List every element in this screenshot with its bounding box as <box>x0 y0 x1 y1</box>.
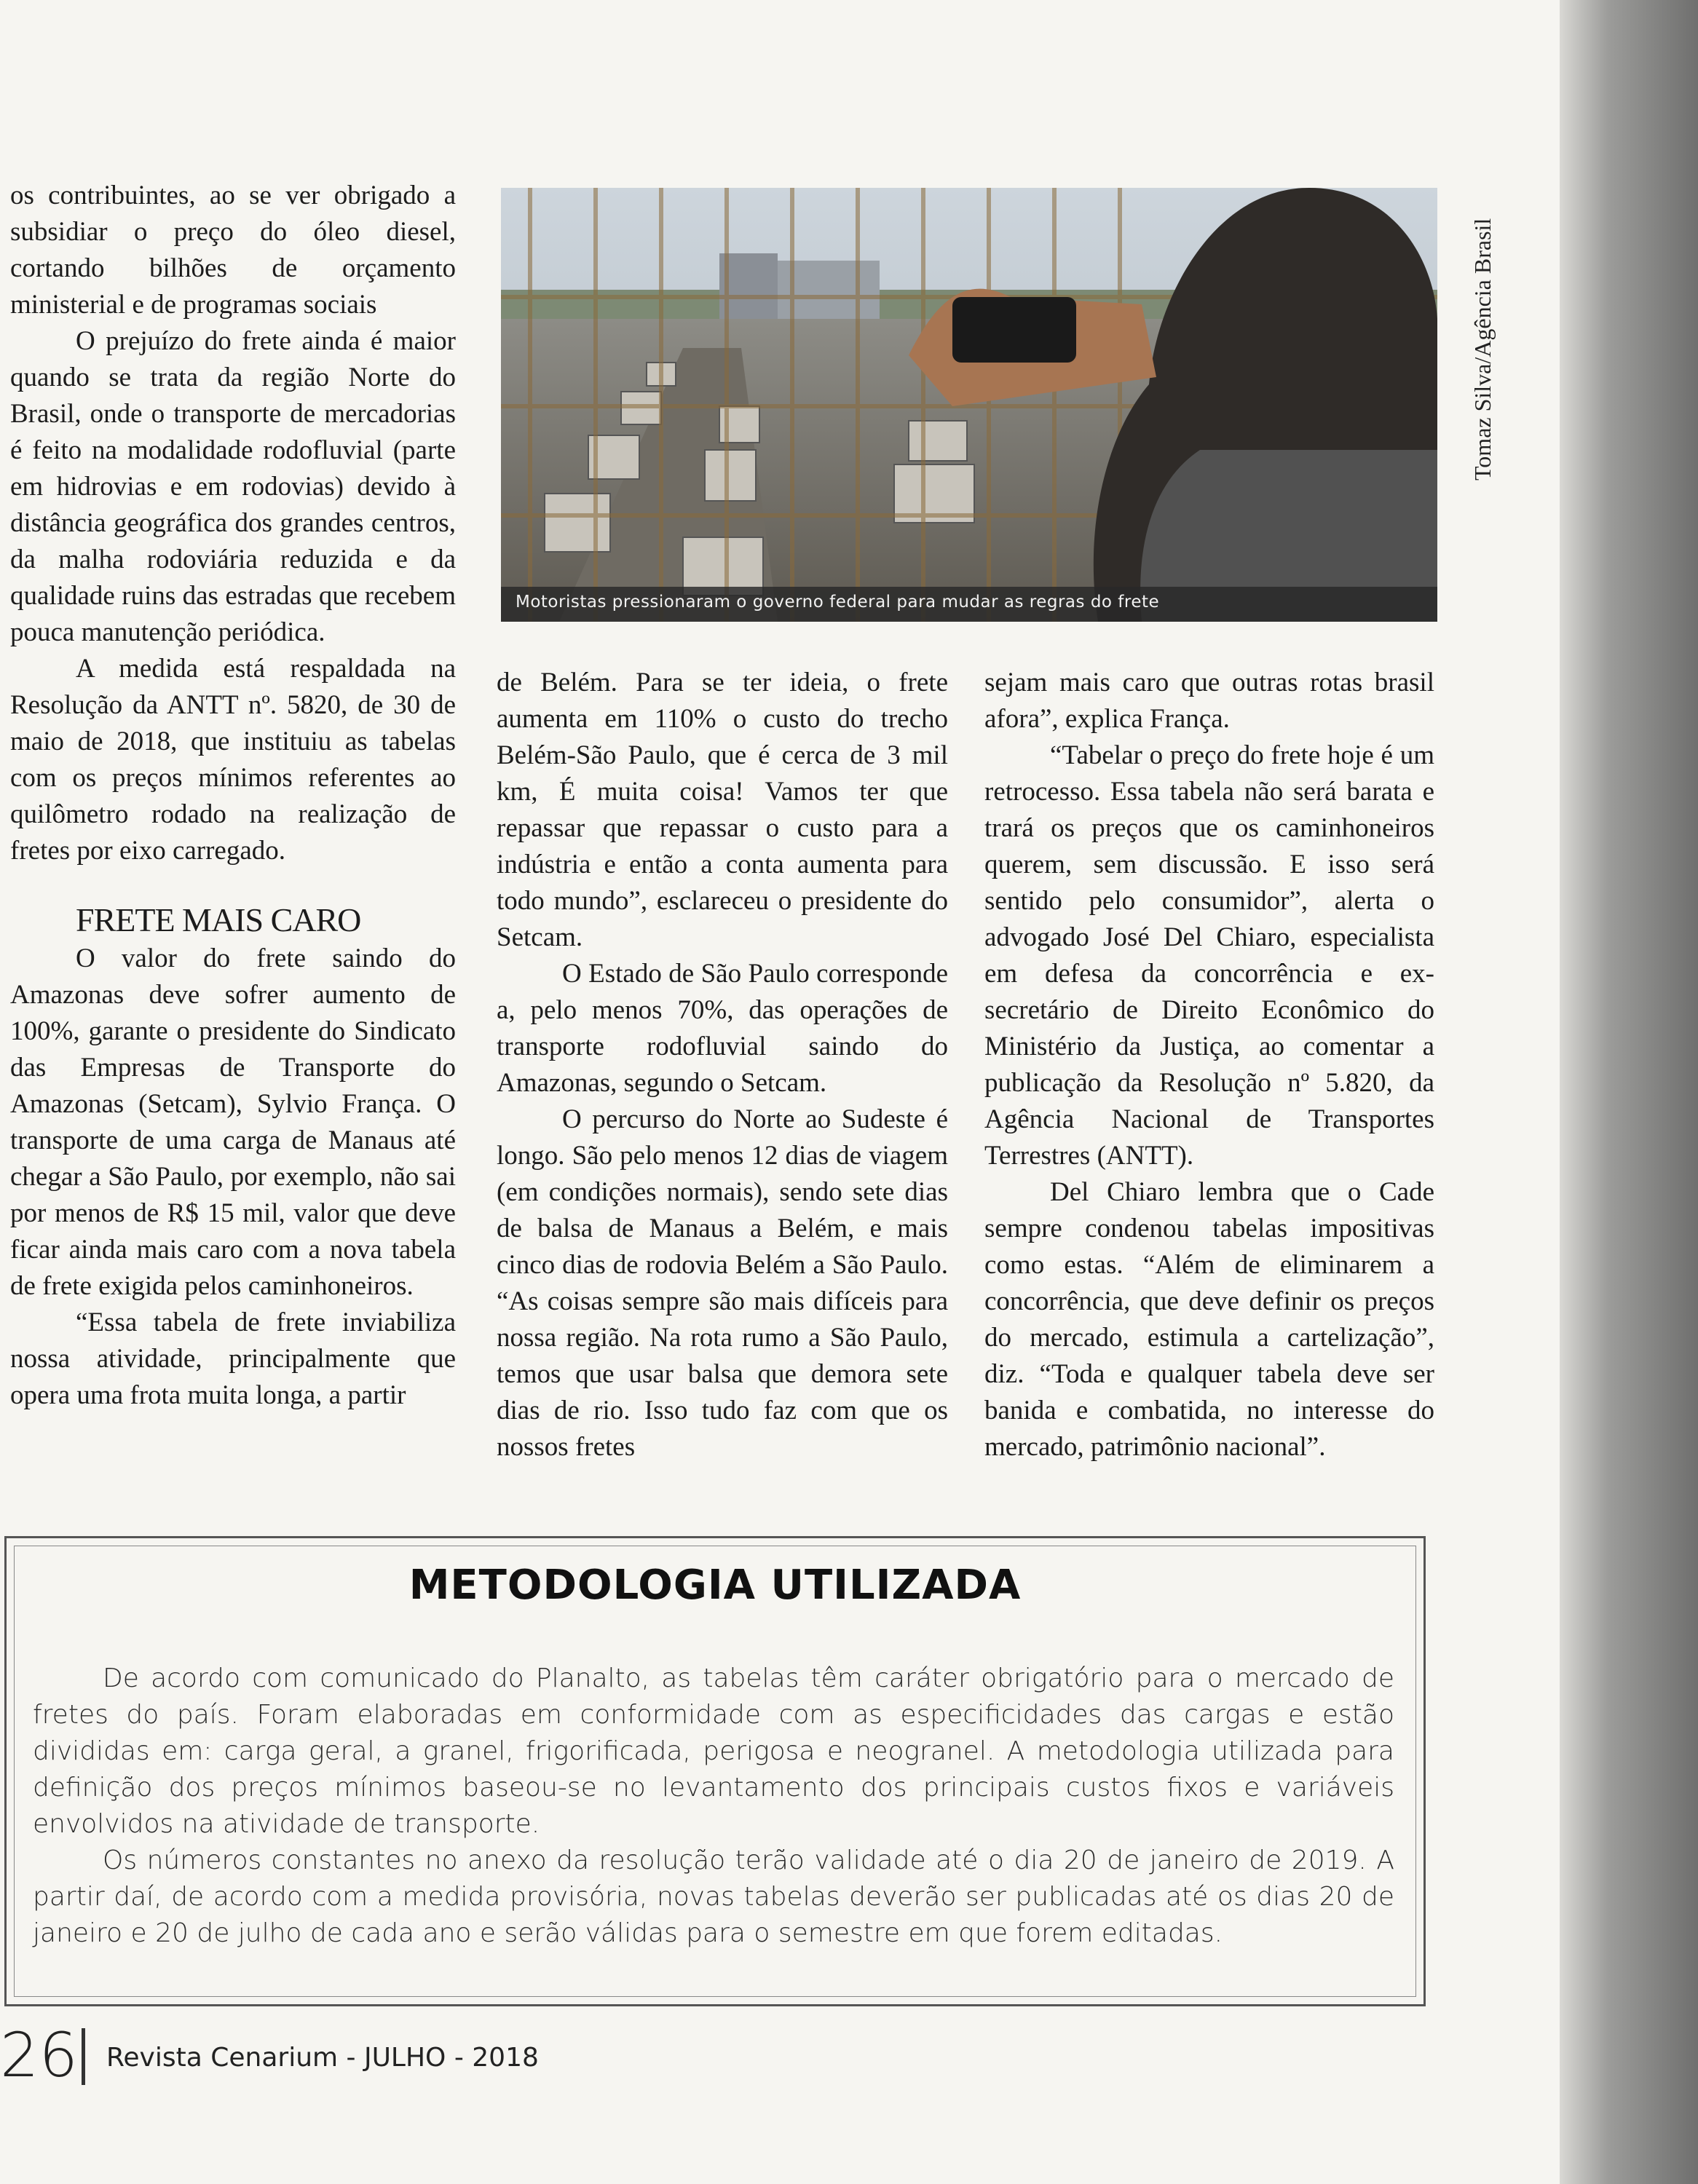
article-column-2 <box>497 665 948 1465</box>
paragraph: O prejuízo do frete ainda é maior quando se trata da região Norte do Brasil, onde o transporte de mercadorias é feito na modalidade rodofluvial (parte em hidrovias e em rodovias) devido à distância geográfica dos grandes centros, da malha rodoviária reduzida e da qualidade ruins das estradas que recebem pouca manutenção periódica. <box>10 326 456 647</box>
article-column-1 <box>10 178 456 1414</box>
paragraph: sejam mais caro que outras rotas brasil afora”, explica França. <box>984 668 1434 734</box>
publication-info: Revista Cenarium - JULHO - 2018 <box>106 2043 539 2073</box>
box-paragraph: Os números constantes no anexo da resolução terão validade até o dia 20 de janeiro de 2019. A partir daí, de acordo com a medida provisória, novas tabelas deverão ser publicadas até os dias 20 de janeiro e 20 de julho de cada ano e serão válidas para o semestre em que forem editadas. <box>33 1845 1394 1948</box>
article-column-3 <box>984 665 1434 1465</box>
paragraph: A medida está respaldada na Resolução da ANTT nº. 5820, de 30 de maio de 2018, que instituiu as tabelas com os preços mínimos referentes ao quilômetro rodado na realização de fretes por eixo carregado. <box>10 654 456 866</box>
methodology-box <box>4 1536 1426 2006</box>
photo-caption-bar <box>501 587 1437 622</box>
page-footer <box>0 2015 655 2095</box>
box-body <box>33 1661 1394 1952</box>
page-edge-shadow <box>1560 0 1698 2184</box>
paragraph: “Tabelar o preço do frete hoje é um retrocesso. Essa tabela não será barata e trará os preços que os caminhoneiros querem, sem discussão. E isso será sentido pelo consumidor”, alerta o advogado José Del Chiaro, especialista em defesa da concorrência e ex-secretário de Direito Econômico do Ministério da Justiça, ao comentar a publicação da Resolução nº 5.820, da Agência Nacional de Transportes Terrestres (ANTT). <box>984 740 1434 1171</box>
paragraph: “Essa tabela de frete inviabiliza nossa atividade, principalmente que opera uma frota muita longa, a partir <box>10 1307 456 1410</box>
footer-divider <box>82 2028 85 2085</box>
paragraph: O percurso do Norte ao Sudeste é longo. São pelo menos 12 dias de viagem (em condições normais), sendo sete dias de balsa de Manaus a Belém, e mais cinco dias de rodovia Belém a São Paulo. “As coisas sempre são mais difíceis para nossa região. Na rota rumo a São Paulo, temos que usar balsa que demora sete dias de rio. Isso tudo faz com que os nossos fretes <box>497 1104 948 1462</box>
article-photo <box>501 188 1437 622</box>
box-paragraph: De acordo com comunicado do Planalto, as tabelas têm caráter obrigatório para o mercado de fretes do país. Foram elaboradas em conformidade com as especificidades das cargas e estão divididas em: carga geral, a granel, frigorificada, perigosa e neogranel. A metodologia utilizada para definição dos preços mínimos baseou-se no levantamento dos principais custos fixos e variáveis envolvidos na atividade de transporte. <box>33 1663 1394 1839</box>
photo-credit: Tomaz Silva/Agência Brasil <box>1469 218 1496 480</box>
photo-caption: Motoristas pressionaram o governo federal para mudar as regras do frete <box>516 593 1160 612</box>
photo-illustration <box>501 188 1437 622</box>
section-subheading: FRETE MAIS CARO <box>76 901 361 938</box>
paragraph: Del Chiaro lembra que o Cade sempre condenou tabelas impositivas como estas. “Além de eliminarem a concorrência, que deve definir os preços do mercado, estimula a cartelização”, diz. “Toda e qualquer tabela deve ser banida e combatida, no interesse do mercado, patrimônio nacional”. <box>984 1177 1434 1462</box>
box-title: METODOLOGIA UTILIZADA <box>408 1562 1022 1609</box>
paragraph: O Estado de São Paulo corresponde a, pelo menos 70%, das operações de transporte rodofluvial saindo do Amazonas, segundo o Setcam. <box>497 959 948 1098</box>
paragraph: O valor do frete saindo do Amazonas deve sofrer aumento de 100%, garante o presidente do Sindicato das Empresas de Transporte do Amazonas (Setcam), Sylvio França. O transporte de uma carga de Manaus até chegar a São Paulo, por exemplo, não sai por menos de R$ 15 mil, valor que deve ficar ainda mais caro com a nova tabela de frete exigida pelos caminhoneiros. <box>10 943 456 1301</box>
paragraph: os contribuintes, ao se ver obrigado a subsidiar o preço do óleo diesel, cortando bilhões de orçamento ministerial e de programas sociais <box>10 181 456 320</box>
page-number: 26 <box>0 2019 78 2091</box>
paragraph: de Belém. Para se ter ideia, o frete aumenta em 110% o custo do trecho Belém-São Paulo, que é cerca de 3 mil km, É muita coisa! Vamos ter que repassar que repassar o custo para a indústria e então a conta aumenta para todo mundo”, esclareceu o presidente do Setcam. <box>497 668 948 952</box>
